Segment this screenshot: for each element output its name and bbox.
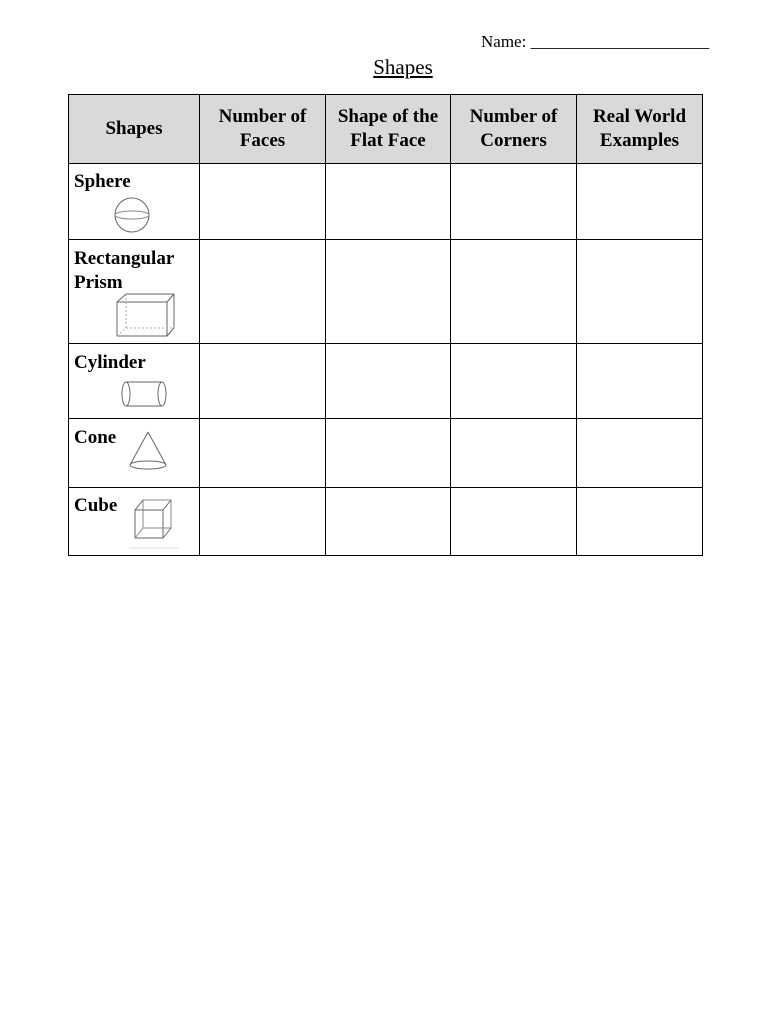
examples-answer-cell[interactable] xyxy=(577,164,703,240)
table-row xyxy=(69,344,703,419)
corners-answer-cell[interactable] xyxy=(451,419,577,488)
table-header-row xyxy=(69,95,703,164)
sphere-icon xyxy=(113,196,151,234)
cylinder-icon xyxy=(120,380,168,408)
page-title: Shapes xyxy=(373,55,433,79)
shape-cell-cylinder xyxy=(69,344,200,419)
cone-icon xyxy=(127,430,169,472)
flat-face-answer-cell[interactable] xyxy=(326,164,451,240)
table-row xyxy=(69,419,703,488)
faces-answer-cell[interactable] xyxy=(200,240,326,344)
column-header-examples: Real World Examples xyxy=(577,95,703,164)
rectangular-prism-icon xyxy=(115,292,177,340)
shape-cell-cone xyxy=(69,419,200,488)
flat-face-answer-cell[interactable] xyxy=(326,488,451,556)
column-header-flat-face: Shape of the Flat Face xyxy=(326,95,451,164)
faces-answer-cell[interactable] xyxy=(200,164,326,240)
corners-answer-cell[interactable] xyxy=(451,240,577,344)
faces-answer-cell[interactable] xyxy=(200,419,326,488)
shape-label: Sphere xyxy=(74,171,131,192)
examples-answer-cell[interactable] xyxy=(577,419,703,488)
examples-answer-cell[interactable] xyxy=(577,240,703,344)
shape-label: Cylinder xyxy=(74,352,146,373)
name-field-label: Name: _____________________ xyxy=(481,32,710,51)
corners-answer-cell[interactable] xyxy=(451,164,577,240)
corners-answer-cell[interactable] xyxy=(451,488,577,556)
flat-face-answer-cell[interactable] xyxy=(326,419,451,488)
corners-answer-cell[interactable] xyxy=(451,344,577,419)
shape-label: Cone xyxy=(74,427,117,448)
examples-answer-cell[interactable] xyxy=(577,344,703,419)
cube-icon xyxy=(129,496,179,550)
shape-cell-cube xyxy=(69,488,200,556)
examples-answer-cell[interactable] xyxy=(577,488,703,556)
flat-face-answer-cell[interactable] xyxy=(326,240,451,344)
flat-face-answer-cell[interactable] xyxy=(326,344,451,419)
shape-label: Cube xyxy=(74,495,118,516)
column-header-corners: Number of Corners xyxy=(451,95,577,164)
table-row xyxy=(69,240,703,344)
faces-answer-cell[interactable] xyxy=(200,488,326,556)
shape-cell-sphere xyxy=(69,164,200,240)
table-row xyxy=(69,164,703,240)
faces-answer-cell[interactable] xyxy=(200,344,326,419)
table-row xyxy=(69,488,703,556)
column-header-shapes: Shapes xyxy=(69,95,200,164)
shape-cell-rectangular-prism xyxy=(69,240,200,344)
shape-label: Rectangular Prism xyxy=(74,248,174,293)
column-header-faces: Number of Faces xyxy=(200,95,326,164)
shapes-table xyxy=(68,94,703,556)
